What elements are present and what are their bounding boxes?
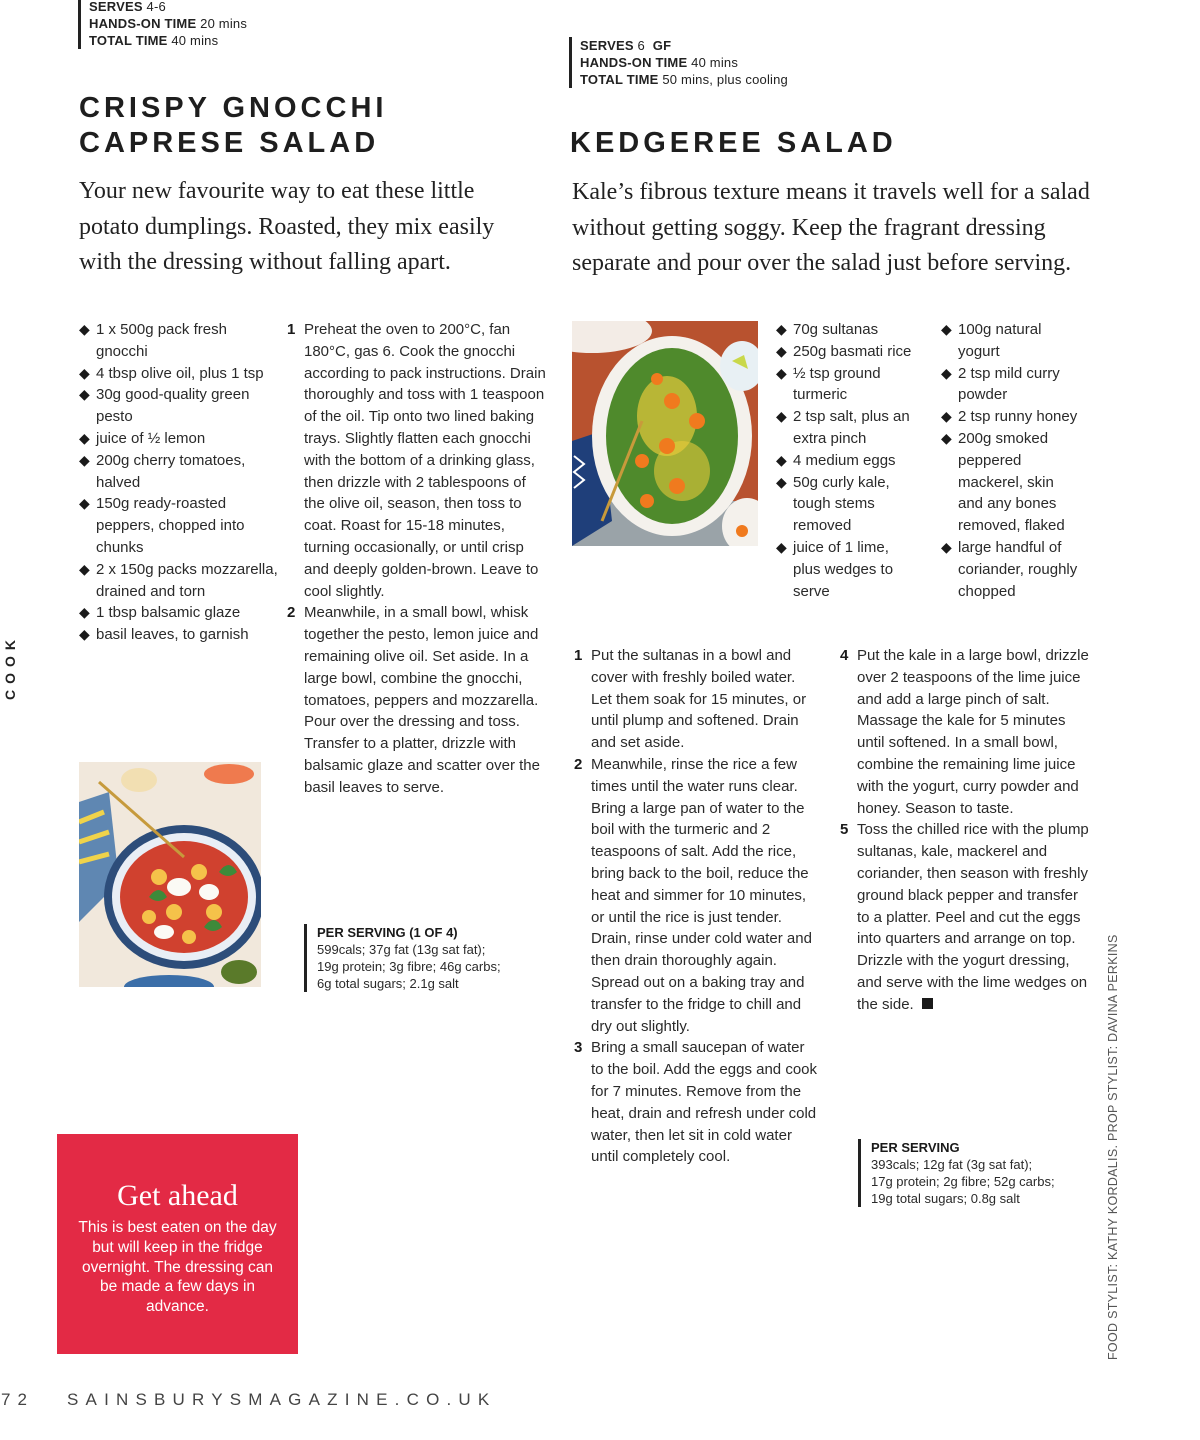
get-ahead-box	[57, 1134, 298, 1354]
diamond-bullet-icon: ◆	[79, 604, 90, 621]
diamond-bullet-icon: ◆	[79, 495, 90, 512]
recipe1-ingredients	[79, 319, 279, 646]
ingredient-item: ◆ 200g cherry tomatoes, halved	[79, 451, 246, 491]
nutrition-line: 19g protein; 3g fibre; 46g carbs;	[317, 959, 501, 974]
method-step	[287, 319, 549, 602]
total-time-value: 40 mins	[171, 33, 219, 48]
recipe1-title-line1: CRISPY GNOCCHI	[79, 92, 388, 124]
method-step	[574, 645, 819, 754]
serves-value: 6	[637, 38, 645, 53]
gluten-free-badge: GF	[652, 38, 672, 53]
method-step	[840, 819, 1090, 1015]
recipe1-method	[287, 319, 549, 799]
diamond-bullet-icon: ◆	[776, 342, 787, 359]
serves-label: SERVES	[89, 0, 143, 14]
hands-on-value: 20 mins	[200, 16, 248, 31]
step-number: 3	[574, 1039, 583, 1057]
diamond-bullet-icon: ◆	[79, 429, 90, 446]
recipe1-meta	[78, 0, 247, 49]
nutrition-line: 393cals; 12g fat (3g sat fat);	[871, 1157, 1033, 1172]
method-step	[287, 602, 549, 798]
website-link[interactable]: SAINSBURYSMAGAZINE.CO.UK	[67, 1390, 497, 1409]
serves-value: 4-6	[146, 0, 166, 14]
ingredient-item: ◆ 70g sultanas	[776, 319, 936, 341]
ingredient-item: ◆ juice of 1 lime, plus wedges to serve	[776, 538, 894, 600]
diamond-bullet-icon: ◆	[776, 408, 787, 425]
recipe2-intro: Kale’s fibrous texture means it travels well for a salad without getting soggy. Keep the fragrant dressing separate and pour over the salad just before serving.	[572, 179, 1090, 276]
section-label-cook: COOK	[2, 634, 18, 700]
step-number: 2	[287, 604, 296, 622]
get-ahead-heading: Get ahead	[117, 1179, 238, 1212]
hands-on-label: HANDS-ON TIME	[580, 55, 688, 70]
kedgeree-salad-image-icon	[572, 321, 758, 546]
step-number: 1	[287, 321, 296, 338]
nutrition-heading: PER SERVING	[871, 1140, 960, 1155]
stylist-credits: FOOD STYLIST: KATHY KORDALIS. PROP STYLIST: DAVINA PERKINS	[1106, 934, 1120, 1360]
step-number: 2	[574, 755, 583, 773]
recipe2-title: KEDGEREE SALAD	[570, 127, 897, 159]
diamond-bullet-icon: ◆	[79, 560, 90, 577]
ingredient-item: ◆ 4 tbsp olive oil, plus 1 tsp	[79, 363, 279, 385]
ingredient-item: ◆ 30g good-quality green pesto	[79, 386, 250, 426]
recipe2-method-col2	[840, 645, 1090, 1016]
ingredient-item: ◆ 150g ready-roasted peppers, chopped into chunks	[79, 495, 245, 556]
get-ahead-body: This is best eaten on the day but will keep in the fridge overnight. The dressing can be made a few days in advance.	[78, 1219, 277, 1316]
gnocchi-salad-image-icon	[79, 762, 261, 987]
total-time-label: TOTAL TIME	[89, 33, 168, 48]
step-text: Bring a small saucepan of water to the boil. Add the eggs and cook for 7 minutes. Remove from the heat, drain and refresh under cold water, then let sit in cold water until completely cool.	[591, 1039, 818, 1166]
step-number: 5	[840, 821, 849, 839]
recipe2-photo	[572, 321, 758, 546]
diamond-bullet-icon: ◆	[776, 364, 787, 381]
diamond-bullet-icon: ◆	[79, 451, 90, 468]
nutrition-line: 19g total sugars; 0.8g salt	[871, 1191, 1020, 1206]
recipe1-photo	[79, 762, 261, 987]
nutrition-line: 599cals; 37g fat (13g sat fat);	[317, 942, 486, 957]
ingredient-item: ◆ 2 tsp mild curry powder	[941, 364, 1060, 404]
ingredient-item: ◆ 50g curly kale, tough stems removed	[776, 473, 890, 535]
diamond-bullet-icon: ◆	[776, 473, 787, 490]
diamond-bullet-icon: ◆	[79, 364, 90, 381]
ingredient-item: ◆ juice of ½ lemon	[79, 428, 279, 450]
ingredient-item: ◆ 1 tbsp balsamic glaze	[79, 602, 279, 624]
step-text: Meanwhile, rinse the rice a few times until the water runs clear. Bring a large pan of water to the boil with the turmeric and 2 teaspoons of salt. Add the rice, bring back to the boil, reduce the heat and simmer for 10 minutes, or until the rice is just tender. Drain, rinse under cold water and then drain thoroughly again. Spread out on a baking tray and transfer to the fridge to chill and dry out slightly.	[591, 755, 812, 1035]
ingredient-item: ◆ 1 x 500g pack fresh gnocchi	[79, 321, 227, 360]
serves-label: SERVES	[580, 38, 634, 53]
recipe2-nutrition	[858, 1139, 1055, 1207]
step-number: 4	[840, 647, 849, 664]
ingredient-item: ◆ large handful of coriander, roughly chopped	[941, 538, 1078, 600]
step-text: Meanwhile, in a small bowl, whisk together the pesto, lemon juice and remaining olive oil. Set aside. In a large bowl, combine the gnocchi, tomatoes, peppers and mozzarella. Pour over the dressing and toss. Transfer to a platter, drizzle with balsamic glaze and scatter over the basil leaves to serve.	[304, 604, 540, 796]
ingredient-item: ◆ basil leaves, to garnish	[79, 624, 279, 646]
recipe2-ingredients-col2	[941, 319, 1101, 602]
ingredient-item: ◆ 100g natural yogurt	[941, 321, 1042, 360]
step-text: Toss the chilled rice with the plump sultanas, kale, mackerel and coriander, then season with freshly ground black pepper and transfer to a platter. Peel and cut the eggs into quarters and arrange on top. Drizzle with the yogurt dressing, and serve with the lime wedges on the side.	[857, 821, 1089, 1013]
step-text: Put the sultanas in a bowl and cover with freshly boiled water. Let them soak for 15 minutes, or until plump and softened. Drain and set aside.	[591, 647, 807, 752]
diamond-bullet-icon: ◆	[776, 451, 787, 468]
ingredient-item: ◆ 2 x 150g packs mozzarella, drained and torn	[79, 560, 278, 600]
recipe1-nutrition	[304, 924, 501, 992]
recipe1-intro: Your new favourite way to eat these little potato dumplings. Roasted, they mix easily with the dressing without falling apart.	[79, 178, 495, 275]
recipe2-meta	[569, 37, 788, 88]
diamond-bullet-icon: ◆	[776, 321, 787, 337]
step-text: Put the kale in a large bowl, drizzle over 2 teaspoons of the lime juice and add a large pinch of salt. Massage the kale for 5 minutes until softened. In a small bowl, combine the remaining lime juice with the yogurt, curry powder and honey. Season to taste.	[857, 647, 1089, 817]
total-time-value: 50 mins, plus cooling	[662, 72, 788, 87]
diamond-bullet-icon: ◆	[776, 538, 787, 555]
diamond-bullet-icon: ◆	[941, 364, 952, 381]
diamond-bullet-icon: ◆	[941, 429, 952, 446]
page-number: 72	[1, 1390, 34, 1409]
diamond-bullet-icon: ◆	[941, 408, 952, 425]
hands-on-label: HANDS-ON TIME	[89, 16, 197, 31]
hands-on-value: 40 mins	[691, 55, 739, 70]
nutrition-heading: PER SERVING (1 OF 4)	[317, 925, 458, 940]
recipe2-method-col1	[574, 645, 819, 1168]
step-number: 1	[574, 647, 583, 664]
recipe1-title-line2: CAPRESE SALAD	[79, 127, 380, 159]
diamond-bullet-icon: ◆	[941, 538, 952, 555]
ingredient-item: ◆ 2 tsp runny honey	[941, 406, 1101, 428]
ingredient-item: ◆ ½ tsp ground turmeric	[776, 364, 881, 404]
method-step	[840, 645, 1090, 819]
diamond-bullet-icon: ◆	[941, 321, 952, 337]
recipe1-title	[79, 91, 387, 161]
step-text: Preheat the oven to 200°C, fan 180°C, gas 6. Cook the gnocchi according to pack instructions. Drain thoroughly and toss with 1 teaspoon of the oil. Tip onto two lined baking trays. Slightly flatten each gnocchi with the bottom of a drinking glass, then drizzle with 2 tablespoons of the olive oil, season, then toss to coat. Roast for 15-18 minutes, turning occasionally, or until crisp and deeply golden-brown. Leave to cool slightly.	[304, 321, 546, 600]
end-of-article-square-icon	[922, 998, 933, 1009]
total-time-label: TOTAL TIME	[580, 72, 659, 87]
diamond-bullet-icon: ◆	[79, 386, 90, 403]
method-step	[574, 754, 819, 1037]
ingredient-item: ◆ 250g basmati rice	[776, 341, 936, 363]
ingredient-item: ◆ 200g smoked peppered mackerel, skin and any bones removed, flaked	[941, 429, 1065, 535]
nutrition-line: 17g protein; 2g fibre; 52g carbs;	[871, 1174, 1055, 1189]
diamond-bullet-icon: ◆	[79, 321, 90, 337]
recipe2-ingredients-col1	[776, 319, 936, 602]
nutrition-line: 6g total sugars; 2.1g salt	[317, 976, 459, 991]
ingredient-item: ◆ 2 tsp salt, plus an extra pinch	[776, 408, 910, 447]
method-step	[574, 1037, 819, 1168]
ingredient-item: ◆ 4 medium eggs	[776, 450, 936, 472]
diamond-bullet-icon: ◆	[79, 626, 90, 643]
